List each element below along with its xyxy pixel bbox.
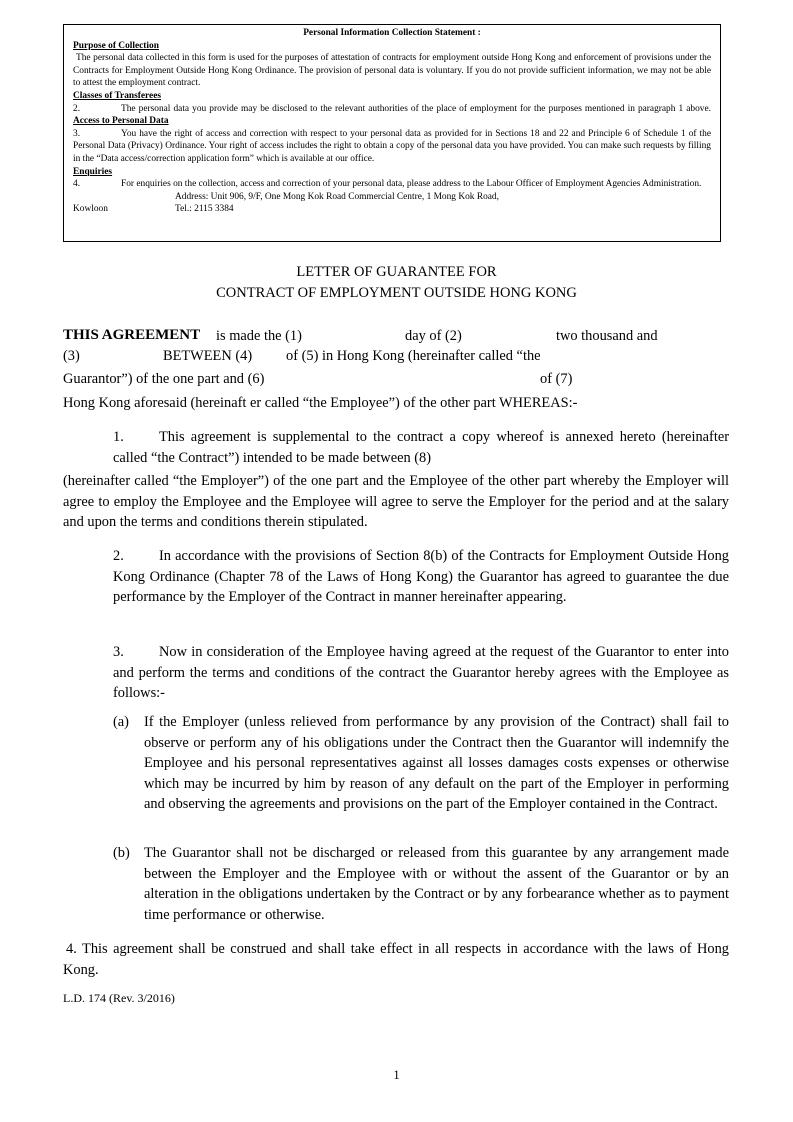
clause-b-text: The Guarantor shall not be discharged or released from this guarantee by any arrangement made between the Employer and the Employee with or without the assent of the Guarantor or by an alteration in the obligations undertaken by the Contract or by any forbearance whether as to payment time performance or otherwise. (144, 845, 729, 923)
item2-text: The personal data you provide may be disclosed to the relevant authorities of the place of employment for the purposes mentioned in paragraph 1 above. (121, 103, 711, 114)
item4 (73, 178, 711, 191)
pics-title: Personal Information Collection Statement : (303, 28, 481, 38)
blank-3-lead: two thousand and (556, 328, 658, 344)
kowloon: Kowloon (73, 204, 108, 215)
blank-5-label: of (5) in Hong Kong (hereinafter called “the (286, 348, 541, 364)
title-line-1: LETTER OF GUARANTEE FOR (296, 264, 497, 280)
between-label: BETWEEN (4) (163, 348, 253, 364)
letter-title (0, 262, 793, 304)
blank-7-label: of (7) (540, 371, 573, 387)
personal-information-collection-statement (63, 24, 721, 242)
para2-number: 2. (113, 548, 124, 564)
para1-number: 1. (113, 429, 124, 445)
item2-number: 2. (73, 103, 81, 114)
item4-text: For enquiries on the collection, access and correction of your personal data, please address to the Labour Officer of Employment Agencies Administration. (121, 179, 702, 190)
item4-number: 4. (73, 179, 81, 190)
office-address: Address: Unit 906, 9/F, One Mong Kok Road Commercial Centre, 1 Mong Kok Road, (175, 191, 499, 202)
para1-intro: This agreement is supplemental to the contract a copy whereof is annexed hereto (hereinafter called “the Contract”) intended to be made between (8) (113, 429, 729, 466)
item3-number: 3. (73, 128, 81, 139)
telephone: Tel.: 2115 3384 (175, 204, 234, 215)
blank-3-label: (3) (63, 348, 80, 364)
form-code: L.D. 174 (Rev. 3/2016) (63, 991, 175, 1005)
para4-text: 4. This agreement shall be construed and shall take effect in all respects in accordance with the laws of Hong Kong. (63, 941, 729, 978)
enquiries-heading: Enquiries (73, 166, 113, 177)
para1-body: (hereinafter called “the Employer”) of the one part and the Employee of the other part whereby the Employer will agree to employ the Employee and the Employee will agree to serve the Employer for the period and at the salary and upon the terms and conditions therein stipulated. (63, 473, 729, 531)
blank-1-label: is made the (1) (216, 328, 302, 344)
clause-a-text: If the Employer (unless relieved from performance by any provision of the Contract) shall fail to observe or perform any of his obligations under the Contract then the Guarantor will indemnify the Employee and his personal representatives against all losses damages costs expenses or otherwise which may be incurred by him by reason of any default on the part of the Employer in performing and observing the agreements and provisions on the part of the Employer contained in the Contract. (144, 714, 729, 813)
kowloon-tel-line (73, 203, 711, 216)
item3 (73, 128, 711, 166)
access-heading: Access to Personal Data (73, 116, 169, 127)
clause-a-label: (a) (113, 714, 129, 730)
purpose-text: The personal data collected in this form is used for the purposes of attestation of contracts for employment outside Hong Kong and enforcement of provisions under the Contracts for Employment Outside Hong Kong Ordinance. The provision of personal data is voluntary. If you do not provide sufficient information, we may not be able to attest the employment contract. (73, 53, 711, 89)
para2-text: In accordance with the provisions of Section 8(b) of the Contracts for Employment Outside Hong Kong Ordinance (Chapter 78 of the Laws of Hong Kong) the Guarantor has agreed to guarantee the due performance by the Employer of the Contract in manner hereinafter appearing. (113, 548, 729, 606)
page-number: 1 (393, 1068, 400, 1082)
employee-line: Hong Kong aforesaid (hereinaft er called “the Employee”) of the other part WHEREAS:- (63, 395, 578, 411)
clause-b-label: (b) (113, 845, 130, 861)
purpose-heading: Purpose of Collection (73, 40, 159, 51)
agreement-lead: THIS AGREEMENT (63, 327, 201, 343)
title-line-2: CONTRACT OF EMPLOYMENT OUTSIDE HONG KONG (216, 285, 577, 301)
para3-number: 3. (113, 644, 124, 660)
blank-2-label: day of (2) (405, 328, 462, 344)
item2 (73, 103, 711, 128)
para3-text: Now in consideration of the Employee having agreed at the request of the Guarantor to enter into and perform the terms and conditions of the contract the Guarantor hereby agrees with the Employee as follows:- (113, 644, 729, 702)
guarantor-line: Guarantor”) of the one part and (6) (63, 371, 265, 387)
item3-text: You have the right of access and correction with respect to your personal data as provided for in Sections 18 and 22 and Principle 6 of Schedule 1 of the Personal Data (Privacy) Ordinance. Your right of access includes the right to obtain a copy of the personal data you have provided. You can make such requests by filling in the “Data access/correction application form” which is available at our office. (73, 128, 711, 164)
transferees-heading: Classes of Transferees (73, 90, 162, 101)
